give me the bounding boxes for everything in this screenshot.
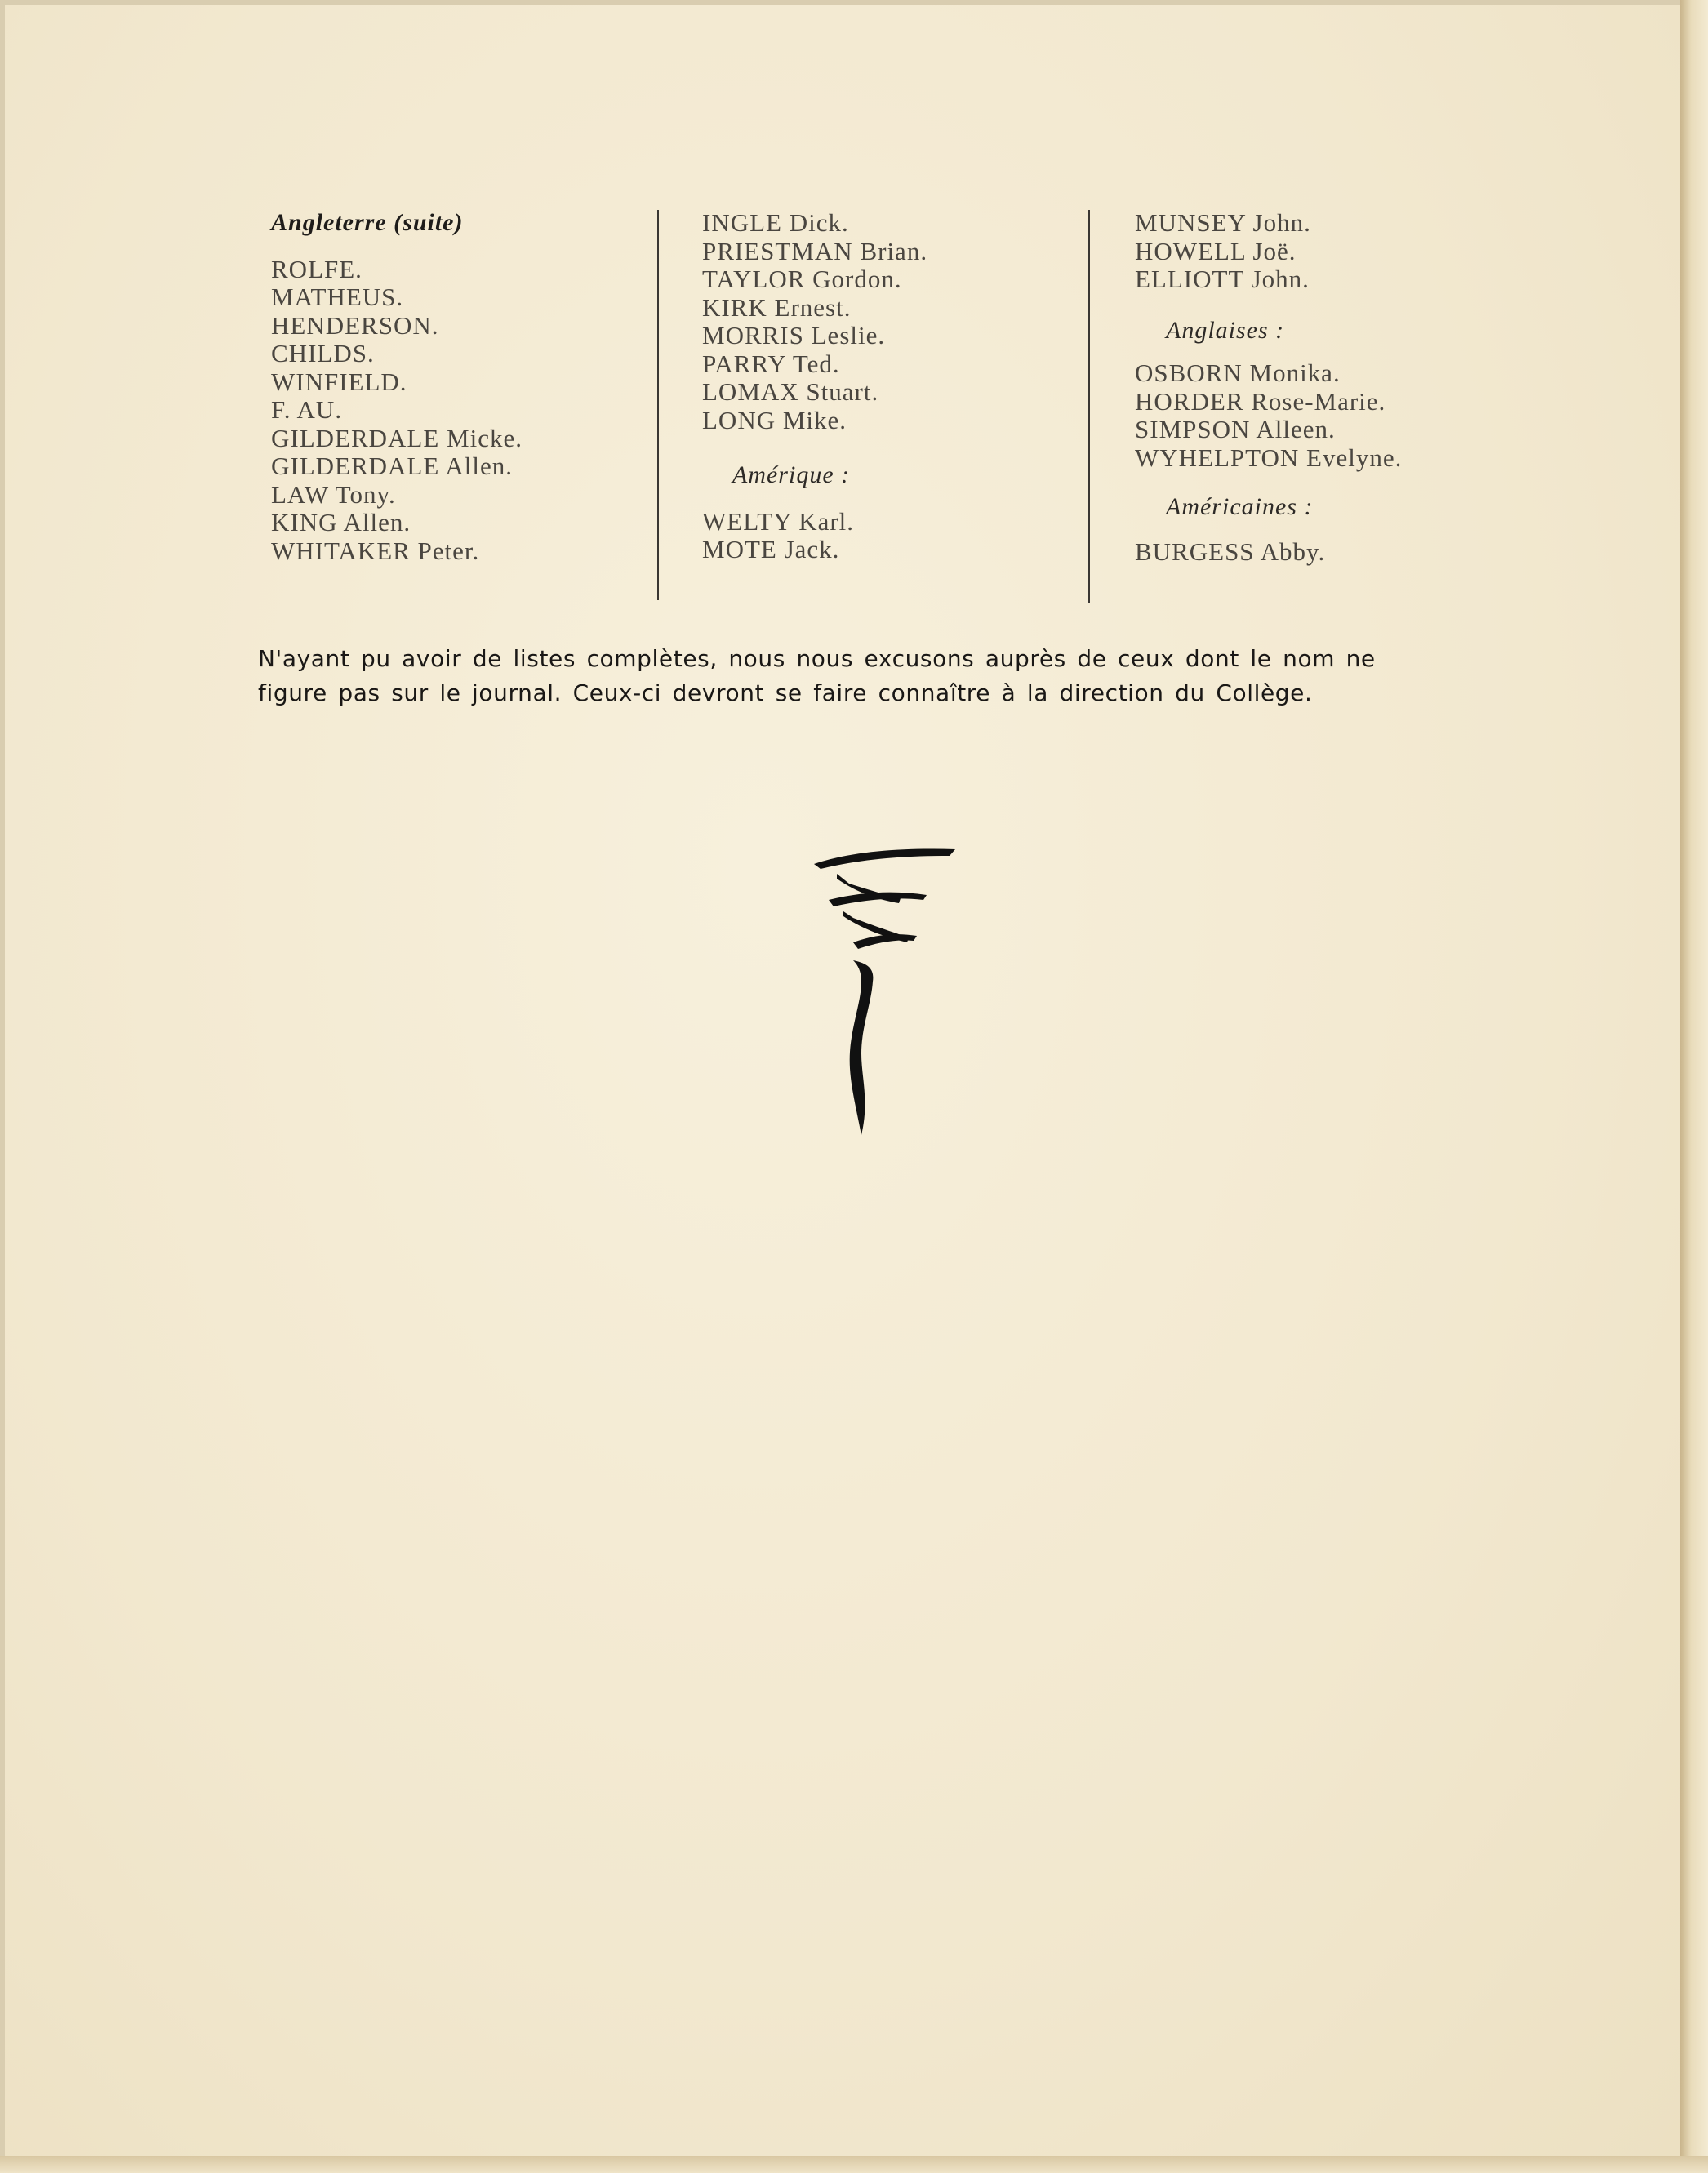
section-heading-americaines: Américaines : bbox=[1166, 493, 1314, 520]
list-item: GILDERDALE Allen. bbox=[271, 452, 513, 480]
list-item: F. AU. bbox=[271, 395, 343, 424]
list-item: PRIESTMAN Brian. bbox=[702, 236, 928, 265]
list-item: OSBORN Monika. bbox=[1135, 358, 1341, 387]
list-item: HOWELL Joë. bbox=[1135, 236, 1297, 265]
list-item: WELTY Karl. bbox=[702, 506, 855, 536]
section-heading-amerique: Amérique : bbox=[732, 461, 851, 488]
list-item: MATHEUS. bbox=[271, 283, 404, 311]
list-item: INGLE Dick. bbox=[702, 208, 849, 237]
list-item: BURGESS Abby. bbox=[1135, 537, 1326, 566]
list-item: LOMAX Stuart. bbox=[702, 377, 879, 406]
list-item: KING Allen. bbox=[271, 508, 411, 537]
list-item: WYHELPTON Evelyne. bbox=[1135, 443, 1403, 472]
list-item: MUNSEY John. bbox=[1135, 208, 1311, 237]
list-item: LAW Tony. bbox=[271, 479, 396, 509]
column-middle bbox=[702, 209, 927, 564]
column-angleterre bbox=[271, 209, 523, 565]
list-item: SIMPSON Alleen. bbox=[1135, 415, 1336, 443]
list-item: PARRY Ted. bbox=[702, 349, 840, 378]
list-item: ROLFE. bbox=[271, 254, 363, 283]
section-heading-angleterre: Angleterre (suite) bbox=[271, 209, 464, 236]
list-item: TAYLOR Gordon. bbox=[702, 265, 902, 293]
column-divider bbox=[657, 210, 659, 600]
page-bottom-edge bbox=[0, 2156, 1708, 2173]
apology-note bbox=[258, 642, 1515, 710]
list-item: HENDERSON. bbox=[271, 310, 439, 340]
list-item: MOTE Jack. bbox=[702, 535, 840, 563]
list-item: LONG Mike. bbox=[702, 405, 847, 434]
list-item: WINFIELD. bbox=[271, 367, 407, 396]
page-edge bbox=[1680, 0, 1708, 2173]
list-item: WHITAKER Peter. bbox=[271, 536, 480, 565]
section-heading-anglaises: Anglaises : bbox=[1166, 316, 1285, 344]
list-item: KIRK Ernest. bbox=[702, 292, 852, 322]
calligraphic-ornament-icon bbox=[804, 841, 967, 1151]
note-line: figure pas sur le journal. Ceux-ci devront se faire connaître à la direction du Collège. bbox=[258, 679, 1313, 706]
list-item: ELLIOTT John. bbox=[1135, 265, 1310, 293]
column-divider bbox=[1088, 210, 1090, 603]
list-item: GILDERDALE Micke. bbox=[271, 423, 523, 452]
note-line: N'ayant pu avoir de listes complètes, nous nous excusons auprès de ceux dont le nom ne bbox=[258, 645, 1376, 672]
list-item: MORRIS Leslie. bbox=[702, 321, 886, 350]
list-item: HORDER Rose-Marie. bbox=[1135, 386, 1386, 416]
column-right bbox=[1135, 209, 1402, 566]
list-item: CHILDS. bbox=[271, 339, 375, 367]
